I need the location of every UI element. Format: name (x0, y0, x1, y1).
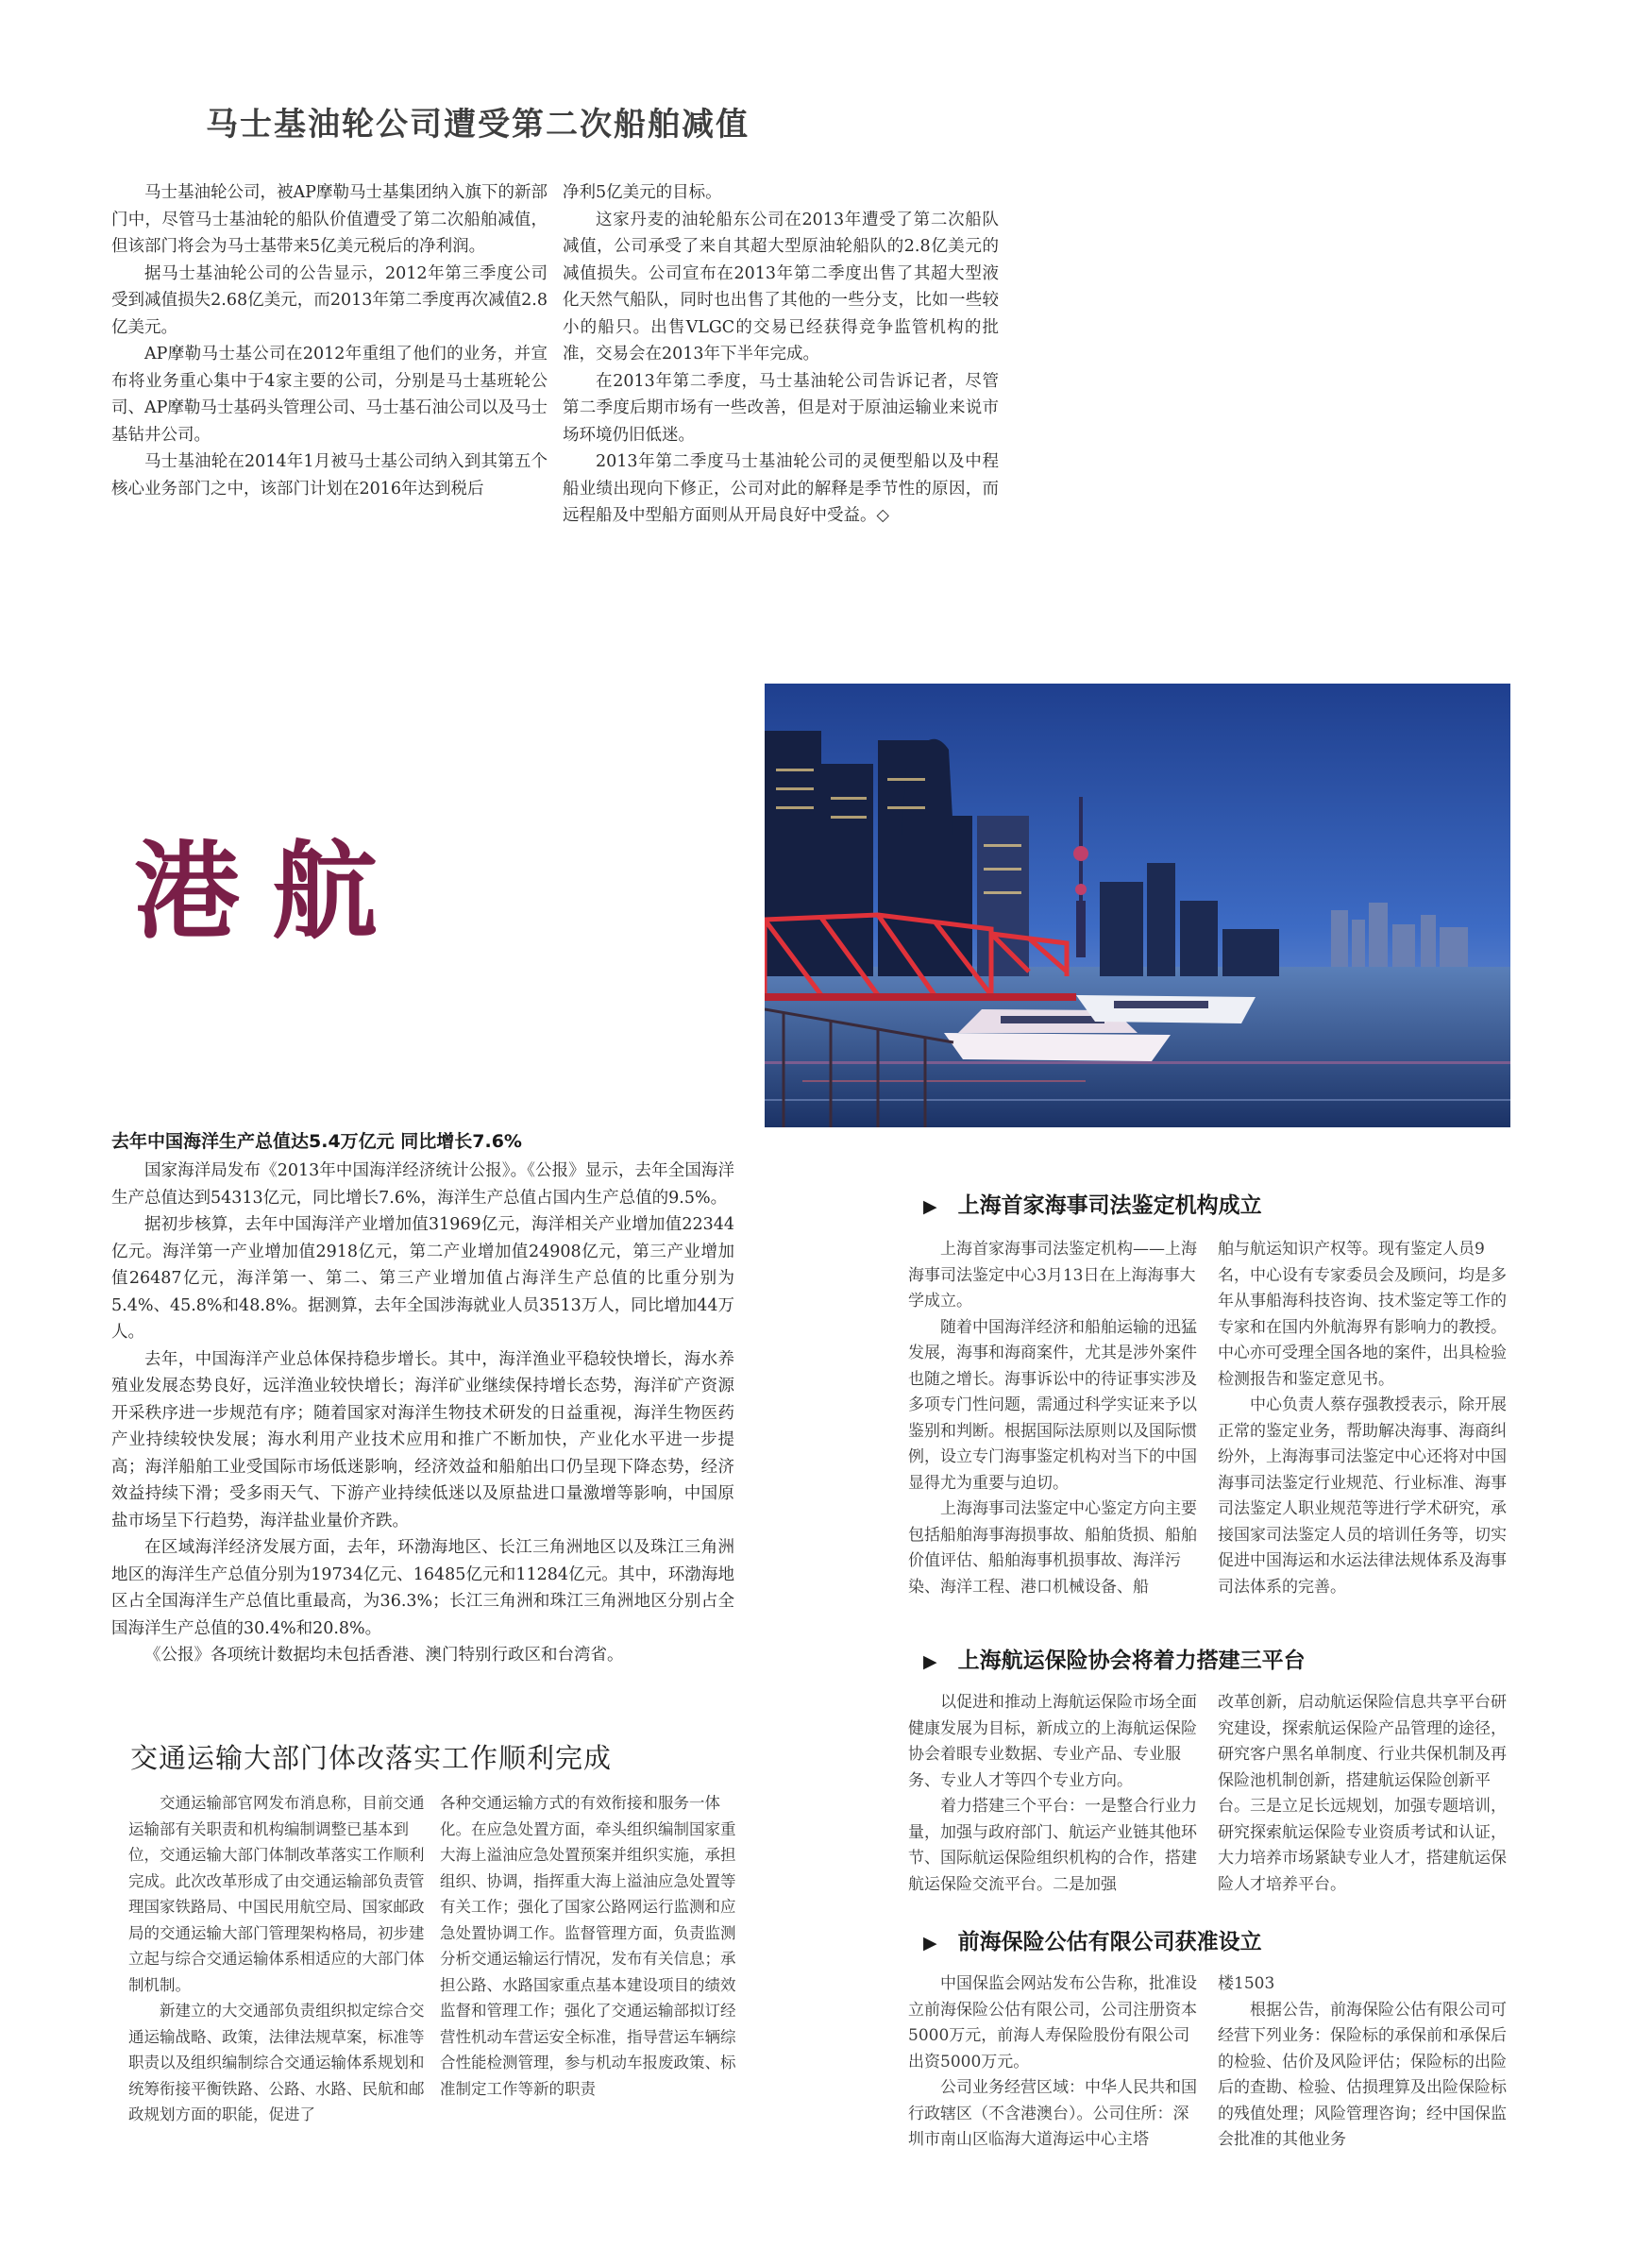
article1-col2-p2: 在2013年第二季度，马士基油轮公司告诉记者，尽管第二季度后期市场有一些改善，但是对于原油运输业来说市场环境仍旧低迷。 (563, 371, 999, 445)
article5-col2-p1: 改革创新，启动航运保险信息共享平台研究建设，探索航运保险产品管理的途径，研究客户黑名单制度、行业共保机制及再保险池机制创新，搭建航运保险创新平台。三是立足长远规划，加强专题培训，研究探索航运保险专业资质考试和认证，大力培养市场紧缺专业人才，搭建航运保险人才培养平台。 (1218, 1693, 1507, 1894)
article1-col1-p4: 马士基油轮在2014年1月被马士基公司纳入到其第五个核心业务部门之中，该部门计划在2016年达到税后 (111, 452, 548, 499)
article4-heading (923, 1188, 1262, 1219)
arrow-right-icon: ▶ (923, 1933, 937, 1953)
article5-col1-p1: 以促进和推动上海航运保险市场全面健康发展为目标，新成立的上海航运保险协会着眼专业数据、专业产品、专业服务、专业人才等四个专业方向。 (908, 1693, 1197, 1790)
article2-title: 去年中国海洋生产总值达5.4万亿元 同比增长7.6% (111, 1131, 522, 1152)
article3-col2 (440, 1790, 740, 2102)
article4-col2-p2: 中心负责人蔡存强教授表示，除开展正常的鉴定业务，帮助解决海事、海商纠纷外，上海海事司法鉴定中心还将对中国海事司法鉴定行业规范、行业标准、海事司法鉴定人职业规范等进行学术研究，承接国家司法鉴定人员的培训任务等，切实促进中国海运和水运法律法规体系及海事司法体系的完善。 (1218, 1395, 1507, 1597)
article3-col1-p1: 交通运输部官网发布消息称，目前交通运输部有关职责和机构编制调整已基本到位，交通运输大部门体制改革落实工作顺利完成。此次改革形成了由交通运输部负责管理国家铁路局、中国民用航空局、国家邮政局的交通运输大部门管理架构格局，初步建立起与综合交通运输体系相适应的大部门体制机制。 (128, 1794, 425, 1994)
section-title: 港航 (134, 831, 410, 954)
city-skyline-night-photo (765, 684, 1510, 1127)
article6-col1-p2: 公司业务经营区域：中华人民共和国行政辖区（不含港澳台）。公司住所：深圳市南山区临海大道海运中心主塔 (908, 2078, 1197, 2149)
article5-col1-p2: 着力搭建三个平台：一是整合行业力量，加强与政府部门、航运产业链其他环节、国际航运保险组织机构的合作，搭建航运保险交流平台。二是加强 (908, 1797, 1197, 1894)
article3-col1-p2: 新建立的大交通部负责组织拟定综合交通运输战略、政策，法律法规草案，标准等职责以及组织编制综合交通运输体系规划和统筹衔接平衡铁路、公路、水路、民航和邮政规划方面的职能，促进了 (128, 2002, 425, 2123)
article4-col1-p2: 随着中国海洋经济和船舶运输的迅猛发展，海事和海商案件，尤其是涉外案件也随之增长。海事诉讼中的待证事实涉及多项专门性问题，需通过科学实证来予以鉴别和判断。根据国际法原则以及国际惯例，设立专门海事鉴定机构对当下的中国显得尤为重要与迫切。 (908, 1317, 1197, 1493)
article6-col1-p1: 中国保监会网站发布公告称，批准设立前海保险公估有限公司，公司注册资本5000万元，前海人寿保险股份有限公司出资5000万元。 (908, 1974, 1197, 2072)
arrow-right-icon: ▶ (923, 1651, 937, 1672)
article2-body (111, 1158, 734, 1669)
article1-title: 马士基油轮公司遭受第二次船舶减值 (206, 106, 750, 144)
article1-col2-p1: 这家丹麦的油轮船东公司在2013年遭受了第二次船队减值，公司承受了来自其超大型原油轮船队的2.8亿美元的减值损失。公司宣布在2013年第二季度出售了其超大型液化天然气船队，同时也出售了其他的一些分支，比如一些较小的船只。出售VLGC的交易已经获得竞争监管机构的批准，交易会在2013年下半年完成。 (563, 210, 999, 364)
article3-col1 (128, 1790, 429, 2128)
article4-col1-p1: 上海首家海事司法鉴定机构——上海海事司法鉴定中心3月13日在上海海事大学成立。 (908, 1240, 1197, 1311)
article1-col2 (563, 179, 999, 530)
article3-title: 交通运输大部门体改落实工作顺利完成 (130, 1742, 613, 1774)
article1-col1 (111, 179, 548, 502)
article5-col2 (1218, 1690, 1512, 1898)
article1-col2-lead: 净利5亿美元的目标。 (563, 183, 722, 202)
article4-title: 上海首家海事司法鉴定机构成立 (957, 1193, 1262, 1218)
article5-title: 上海航运保险协会将着力搭建三平台 (957, 1649, 1306, 1673)
article4-col2 (1218, 1237, 1512, 1600)
article6-col1 (908, 1971, 1203, 2154)
article6-col2-lead: 楼1503 (1218, 1974, 1275, 1993)
article5-heading (923, 1643, 1306, 1674)
article4-col2-p1: 舶与航运知识产权等。现有鉴定人员9名，中心设有专家委员会及顾问，均是多年从事船海科技咨询、技术鉴定等工作的专家和在国内外航海界有影响力的教授。中心亦可受理全国各地的案件，出具检验检测报告和鉴定意见书。 (1218, 1240, 1507, 1389)
article6-col2-p1: 根据公告，前海保险公估有限公司可经营下列业务：保险标的承保前和承保后的检验、估价及风险评估；保险标的出险后的查勘、检验、估损理算及出险保险标的残值处理；风险管理咨询；经中国保监会批准的其他业务 (1218, 2000, 1507, 2149)
article1-col1-p1: 马士基油轮公司，被AP摩勒马士基集团纳入旗下的新部门中，尽管马士基油轮的船队价值遭受了第二次船舶减值，但该部门将会为马士基带来5亿美元税后的净利润。 (111, 183, 548, 256)
article3-col2-p1: 各种交通运输方式的有效衔接和服务一体化。在应急处置方面，牵头组织编制国家重大海上溢油应急处置预案并组织实施，承担组织、协调，指挥重大海上溢油应急处置等有关工作；强化了国家公路网运行监测和应急处置协调工作。监督管理方面，负责监测分析交通运输运行情况，发布有关信息；承担公路、水路国家重点基本建设项目的绩效监督和管理工作；强化了交通运输部拟订经营性机动车营运安全标准，指导营运车辆综合性能检测管理，参与机动车报废政策、标准制定工作等新的职责 (440, 1794, 736, 2098)
article6-title: 前海保险公估有限公司获准设立 (957, 1930, 1262, 1954)
article2-p1: 国家海洋局发布《2013年中国海洋经济统计公报》。《公报》显示，去年全国海洋生产总值达到54313亿元，同比增长7.6%，海洋生产总值占国内生产总值的9.5%。 (111, 1161, 734, 1208)
article6-col2 (1218, 1971, 1512, 2154)
article2-p2: 据初步核算，去年中国海洋产业增加值31969亿元，海洋相关产业增加值22344亿元。海洋第一产业增加值2918亿元，第二产业增加值24908亿元，第三产业增加值26487亿元，海洋第一、第二、第三产业增加值占海洋生产总值的比重分别为5.4%、45.8%和48.8%。据测算，去年全国涉海就业人员3513万人，同比增加44万人。 (111, 1215, 734, 1342)
arrow-right-icon: ▶ (923, 1196, 937, 1217)
article2-p4: 在区域海洋经济发展方面，去年，环渤海地区、长江三角洲地区以及珠江三角洲地区的海洋生产总值分别为19734亿元、16485亿元和11284亿元。其中，环渤海地区占全国海洋生产总值比重最高，为36.3%；长江三角洲和珠江三角洲地区分别占全国海洋生产总值的30.4%和20.8%。 (111, 1538, 734, 1638)
article1-col1-p2: 据马士基油轮公司的公告显示，2012年第三季度公司受到减值损失2.68亿美元，而2013年第二季度再次减值2.8亿美元。 (111, 263, 548, 337)
article2-p5: 《公报》各项统计数据均未包括香港、澳门特别行政区和台湾省。 (144, 1646, 624, 1665)
article2-p3: 去年，中国海洋产业总体保持稳步增长。其中，海洋渔业平稳较快增长，海水养殖业发展态势良好，远洋渔业较快增长；海洋矿业继续保持增长态势，海洋矿产资源开采秩序进一步规范有序；随着国家对海洋生物技术研发的日益重视，海洋生物医药产业持续较快发展；海水利用产业技术应用和推广不断加快，产业化水平进一步提高；海洋船舶工业受国际市场低迷影响，经济效益和船舶出口仍呈现下降态势，经济效益持续下滑；受多雨天气、下游产业持续低迷以及原盐进口量激增等影响，中国原盐市场呈下行趋势，海洋盐业量价齐跌。 (111, 1349, 734, 1530)
article1-col2-p3: 2013年第二季度马士基油轮公司的灵便型船以及中程船业绩出现向下修正，公司对此的解释是季节性的原因，而远程船及中型船方面则从开局良好中受益。◇ (563, 452, 999, 525)
article4-col1 (908, 1237, 1203, 1600)
article6-heading (923, 1924, 1262, 1955)
article5-col1 (908, 1690, 1203, 1898)
article4-col1-p3: 上海海事司法鉴定中心鉴定方向主要包括船舶海事海损事故、船舶货损、船舶价值评估、船舶海事机损事故、海洋污染、海洋工程、港口机械设备、船 (908, 1499, 1197, 1597)
article1-col1-p3: AP摩勒马士基公司在2012年重组了他们的业务，并宣布将业务重心集中于4家主要的公司，分别是马士基班轮公司、AP摩勒马士基码头管理公司、马士基石油公司以及马士基钻井公司。 (111, 345, 548, 445)
